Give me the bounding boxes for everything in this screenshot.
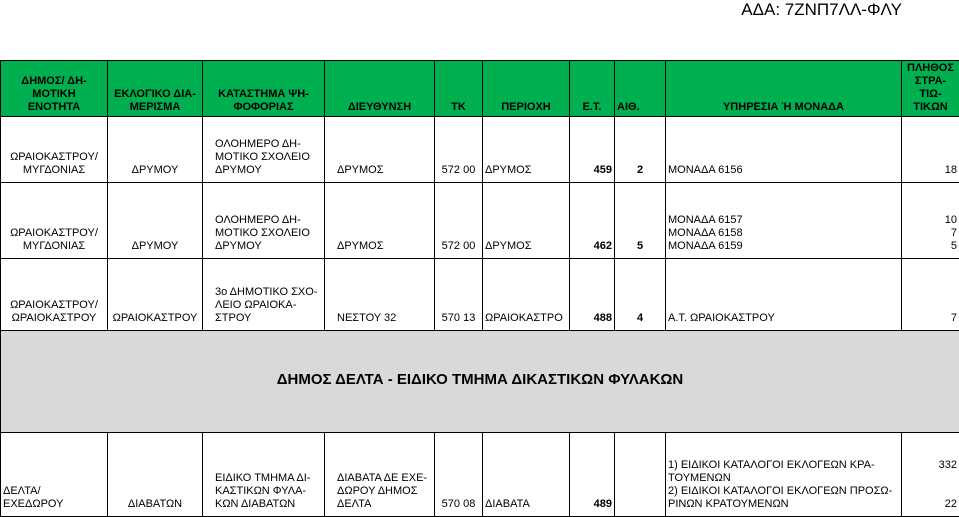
cell-plithos: 10 7 5	[902, 183, 959, 259]
cell-eklogiko: ΩΡΑΙΟΚΑΣΤΡΟΥ	[108, 259, 203, 331]
cell-katastima: ΕΙΔΙΚΟ ΤΜΗΜΑ ΔΙ- ΚΑΣΤΙΚΩΝ ΦΥΛΑ- ΚΩΝ ΔΙΑΒΑΤΩΝ	[203, 433, 325, 517]
cell-dimos: ΔΕΛΤΑ/ ΕΧΕΔΩΡΟΥ	[1, 433, 108, 517]
cell-eklogiko: ΔΡΥΜΟΥ	[108, 183, 203, 259]
cell-periochi: ΩΡΑΙΟΚΑΣΤΡΟ	[483, 259, 570, 331]
header-periochi: ΠΕΡΙΟΧΗ	[483, 61, 570, 117]
header-row	[1, 61, 959, 117]
cell-plithos: 7	[902, 259, 959, 331]
table-row	[1, 433, 959, 517]
cell-dimos: ΩΡΑΙΟΚΑΣΤΡΟΥ/ ΜΥΓΔΟΝΙΑΣ	[1, 117, 108, 183]
cell-ypiresia: Α.Τ. ΩΡΑΙΟΚΑΣΤΡΟΥ	[666, 259, 902, 331]
cell-dieuthynsi: ΔΡΥΜΟΣ	[325, 183, 435, 259]
cell-dimos: ΩΡΑΙΟΚΑΣΤΡΟΥ/ ΜΥΓΔΟΝΙΑΣ	[1, 183, 108, 259]
header-aith: ΑΙΘ.	[615, 61, 666, 117]
cell-eklogiko: ΔΙΑΒΑΤΩΝ	[108, 433, 203, 517]
cell-et: 462	[570, 183, 615, 259]
header-dieuthynsi: ΔΙΕΥΘΥΝΣΗ	[325, 61, 435, 117]
cell-ypiresia: ΜΟΝΑΔΑ 6156	[666, 117, 902, 183]
header-tk: ΤΚ	[435, 61, 483, 117]
cell-ypiresia: 1) ΕΙΔΙΚΟΙ ΚΑΤΑΛΟΓΟΙ ΕΚΛΟΓΕΩΝ ΚΡΑ- ΤΟΥΜΕΝΩΝ 2) ΕΙΔΙΚΟΙ ΚΑΤΑΛΟΓΟΙ ΕΚΛΟΓΕΩΝ ΠΡΟΣΩ- ΡΙΝΩΝ ΚΡΑΤΟΥΜΕΝΩΝ	[666, 433, 902, 517]
cell-tk: 570 13	[435, 259, 483, 331]
section-title: ΔΗΜΟΣ ΔΕΛΤΑ - ΕΙΔΙΚΟ ΤΜΗΜΑ ΔΙΚΑΣΤΙΚΩΝ ΦΥΛΑΚΩΝ	[1, 331, 959, 433]
cell-et: 489	[570, 433, 615, 517]
cell-dieuthynsi: ΔΡΥΜΟΣ	[325, 117, 435, 183]
cell-periochi: ΔΡΥΜΟΣ	[483, 117, 570, 183]
cell-katastima: ΟΛΟΗΜΕΡΟ ΔΗ- ΜΟΤΙΚΟ ΣΧΟΛΕΙΟ ΔΡΥΜΟΥ	[203, 183, 325, 259]
ada-code: ΑΔΑ: 7ΖΝΠ7ΛΛ-ΦΛΥ	[741, 0, 902, 20]
cell-tk: 572 00	[435, 183, 483, 259]
cell-katastima: ΟΛΟΗΜΕΡΟ ΔΗ- ΜΟΤΙΚΟ ΣΧΟΛΕΙΟ ΔΡΥΜΟΥ	[203, 117, 325, 183]
table-row	[1, 259, 959, 331]
cell-plithos: 18	[902, 117, 959, 183]
cell-dimos: ΩΡΑΙΟΚΑΣΤΡΟΥ/ ΩΡΑΙΟΚΑΣΤΡΟΥ	[1, 259, 108, 331]
data-table	[0, 60, 959, 517]
cell-dieuthynsi: ΔΙΑΒΑΤΑ ΔΕ ΕΧΕ- ΔΩΡΟΥ ΔΗΜΟΣ ΔΕΛΤΑ	[325, 433, 435, 517]
cell-aith: 5	[615, 183, 666, 259]
cell-katastima: 3ο ΔΗΜΟΤΙΚΟ ΣΧΟ- ΛΕΙΟ ΩΡΑΙΟΚΑ- ΣΤΡΟΥ	[203, 259, 325, 331]
table-row	[1, 117, 959, 183]
cell-aith: 2	[615, 117, 666, 183]
table-row	[1, 183, 959, 259]
cell-dieuthynsi: ΝΕΣΤΟΥ 32	[325, 259, 435, 331]
cell-aith	[615, 433, 666, 517]
cell-aith: 4	[615, 259, 666, 331]
header-et: Ε.Τ.	[570, 61, 615, 117]
header-eklogiko: ΕΚΛΟΓΙΚΟ ΔΙΑ- ΜΕΡΙΣΜΑ	[108, 61, 203, 117]
cell-et: 488	[570, 259, 615, 331]
cell-tk: 570 08	[435, 433, 483, 517]
header-plithos: ΠΛΗΘΟΣ ΣΤΡΑ- ΤΙΩ-ΤΙΚΩΝ	[902, 61, 959, 117]
cell-eklogiko: ΔΡΥΜΟΥ	[108, 117, 203, 183]
header-dimos: ΔΗΜΟΣ/ ΔΗ- ΜΟΤΙΚΗ ΕΝΟΤΗΤΑ	[1, 61, 108, 117]
cell-plithos: 332 22	[902, 433, 959, 517]
cell-periochi: ΔΡΥΜΟΣ	[483, 183, 570, 259]
cell-et: 459	[570, 117, 615, 183]
cell-periochi: ΔΙΑΒΑΤΑ	[483, 433, 570, 517]
cell-ypiresia: ΜΟΝΑΔΑ 6157 ΜΟΝΑΔΑ 6158 ΜΟΝΑΔΑ 6159	[666, 183, 902, 259]
section-row	[1, 331, 959, 433]
cell-tk: 572 00	[435, 117, 483, 183]
header-ypiresia: ΥΠΗΡΕΣΙΑ Ή ΜΟΝΑΔΑ	[666, 61, 902, 117]
header-katastima: ΚΑΤΑΣΤΗΜΑ ΨΗ- ΦΟΦΟΡΙΑΣ	[203, 61, 325, 117]
